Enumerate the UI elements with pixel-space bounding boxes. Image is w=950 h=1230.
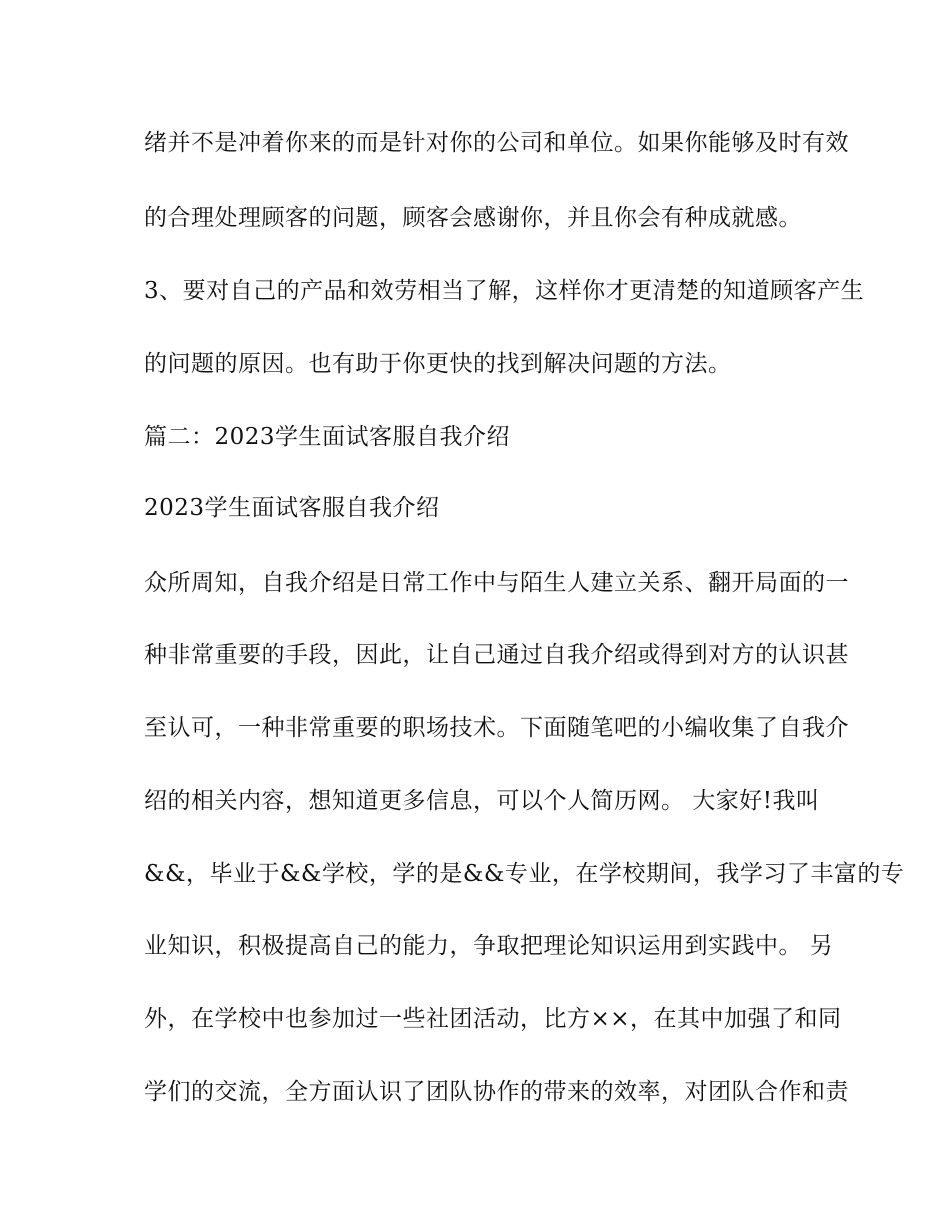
text-line: 的问题的原因。也有助于你更快的找到解决问题的方法。	[144, 351, 732, 377]
section-heading: 篇二：2023学生面试客服自我介绍	[144, 424, 511, 450]
text-line: 至认可，一种非常重要的职场技术。下面随笔吧的小编收集了自我介	[144, 715, 849, 741]
text-line: 众所周知，自我介绍是日常工作中与陌生人建立关系、翻开局面的一	[144, 570, 849, 596]
text-line: 绍的相关内容，想知道更多信息，可以个人简历网。 大家好!我叫	[144, 788, 820, 814]
text-line: 3、要对自己的产品和效劳相当了解，这样你才更清楚的知道顾客产生	[144, 278, 865, 304]
text-line: 外，在学校中也参加过一些社团活动，比方××，在其中加强了和同	[144, 1006, 842, 1032]
text-line: 种非常重要的手段，因此，让自己通过自我介绍或得到对方的认识甚	[144, 642, 849, 668]
text-line: &&，毕业于&&学校，学的是&&专业，在学校期间，我学习了丰富的专	[144, 861, 905, 887]
text-line: 学们的交流，全方面认识了团队协作的带来的效率，对团队合作和责	[144, 1079, 849, 1105]
article-title: 2023学生面试客服自我介绍	[144, 495, 440, 521]
text-line: 的合理处理顾客的问题，顾客会感谢你，并且你会有种成就感。	[144, 205, 802, 231]
text-line: 业知识，积极提高自己的能力，争取把理论知识运用到实践中。 另	[144, 933, 834, 959]
text-line: 绪并不是冲着你来的而是针对你的公司和单位。如果你能够及时有效	[144, 130, 849, 156]
